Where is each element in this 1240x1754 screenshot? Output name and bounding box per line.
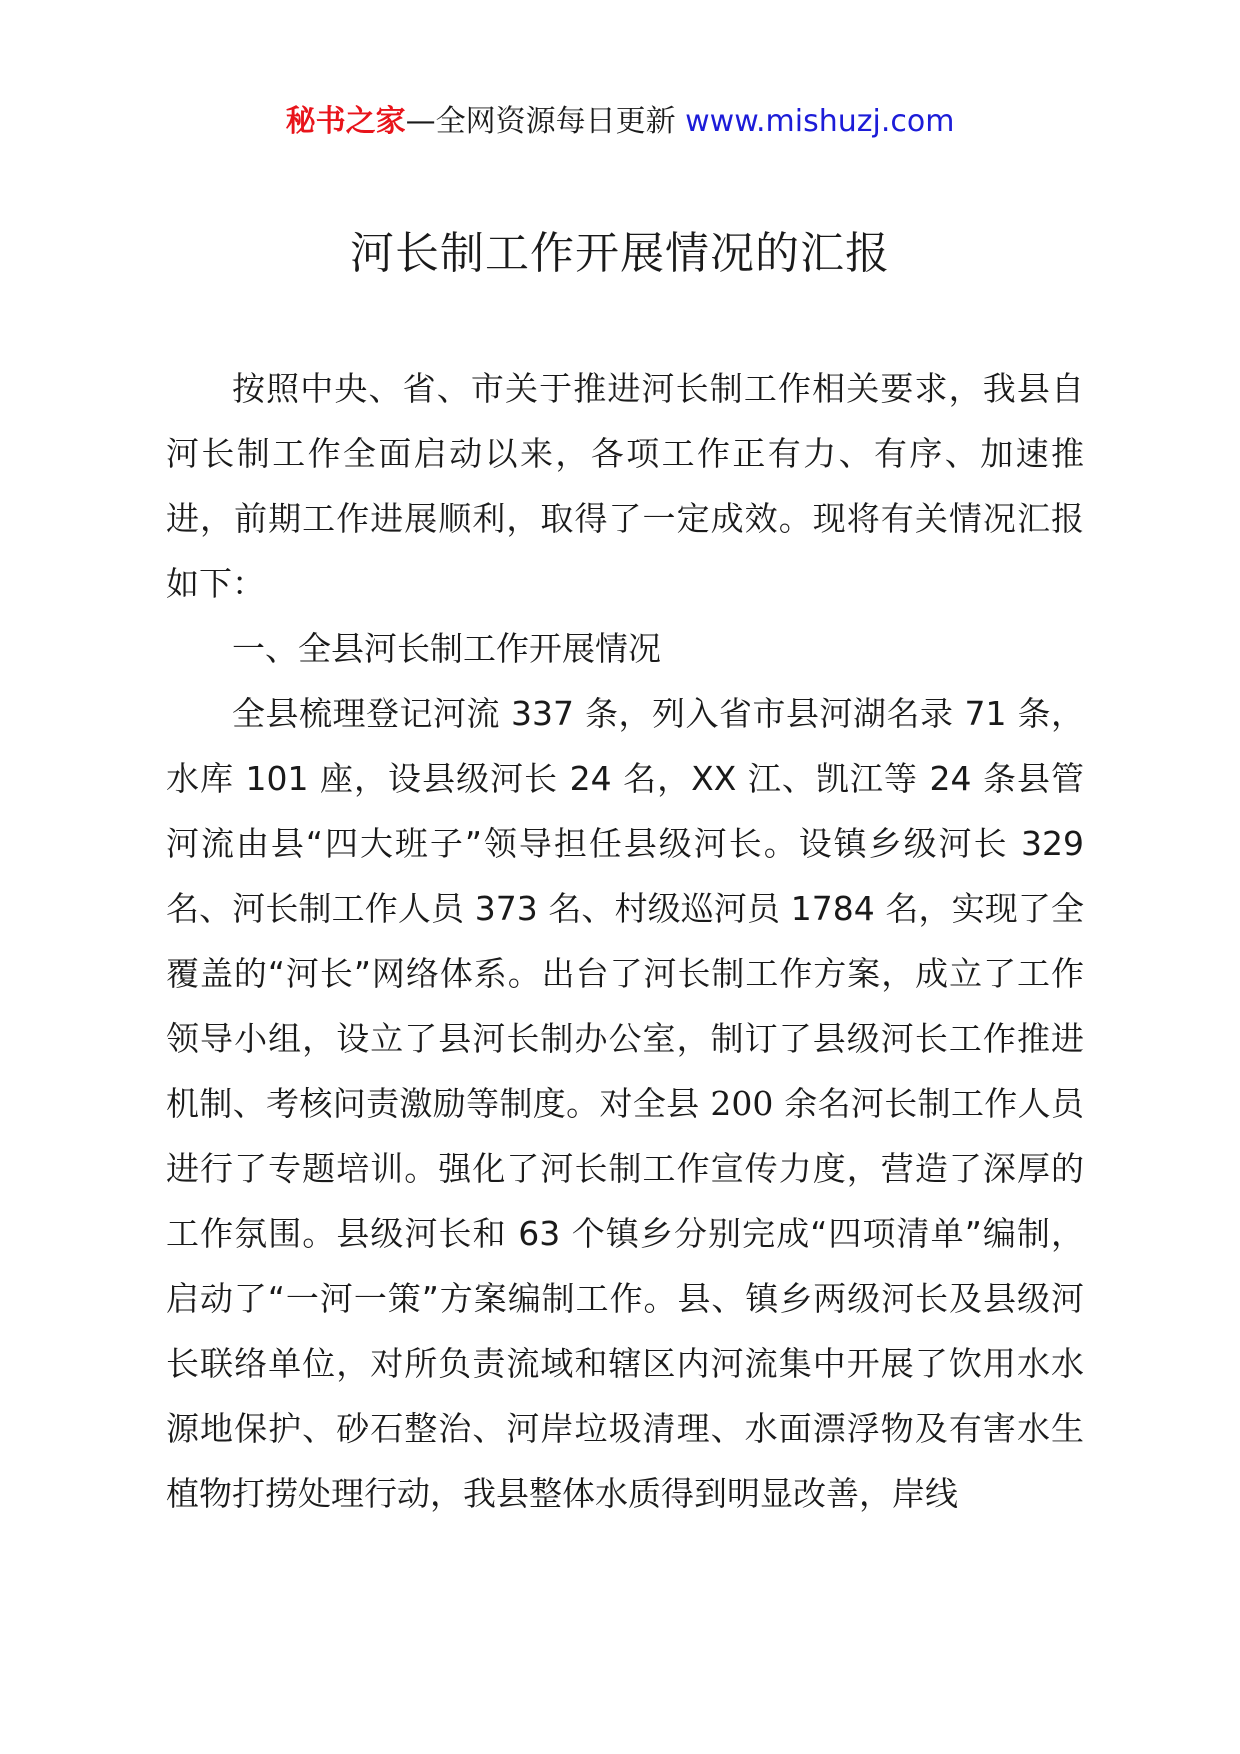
page-header xyxy=(0,100,1240,144)
brand-name: 秘书之家 xyxy=(285,104,406,139)
header-slogan: 全网资源每日更新 xyxy=(435,104,686,139)
paragraph-text: 全县梳理登记河流 337 条，列入省市县河湖名录 71 条，水库 101 座，设县级河长 24 名，XX 江、凯江等 24 条县管河流由县“四大班子”领导担任县级河长。设镇乡级河长 329 名、河长制工作人员 373 名、村级巡河员 1784 名，实现了全覆盖的“河长”网络体系。出台了河长制工作方案，成立了工作领导小组，设立了县河长制办公室，制订了县级河长工作推进机制、考核问责激励等制度。对全县 xyxy=(166,694,1084,1123)
document-title: 河长制工作开展情况的汇报 xyxy=(350,228,890,279)
document-body xyxy=(166,356,1084,1526)
paragraph-number: 200 xyxy=(710,1084,774,1123)
paragraph-text: 余名河长制工作人员进行了专题培训。强化了河长制工作宣传力度，营造了深厚的工作氛围。县级河长和 63 个镇乡分别完成“四项清单”编制，启动了“一河一策”方案编制工作。县、镇乡两级河长及县级河长联络单位，对所负责流域和辖区内河流集中开展了饮用水水源地保护、砂石整治、河岸垃圾清理、水面漂浮物及有害水生植物打捞处理行动，我县整体水质得到明显改善，岸线 xyxy=(166,1084,1085,1513)
paragraph-section-1 xyxy=(166,681,1084,1526)
paragraph-intro: 按照中央、省、市关于推进河长制工作相关要求，我县自河长制工作全面启动以来，各项工作正有力、有序、加速推进，前期工作进展顺利，取得了一定成效。现将有关情况汇报如下： xyxy=(166,369,1084,603)
header-separator: — xyxy=(405,104,436,139)
section-heading-1: 一、全县河长制工作开展情况 xyxy=(232,629,661,668)
header-website-link[interactable]: www.mishuzj.com xyxy=(685,104,955,139)
